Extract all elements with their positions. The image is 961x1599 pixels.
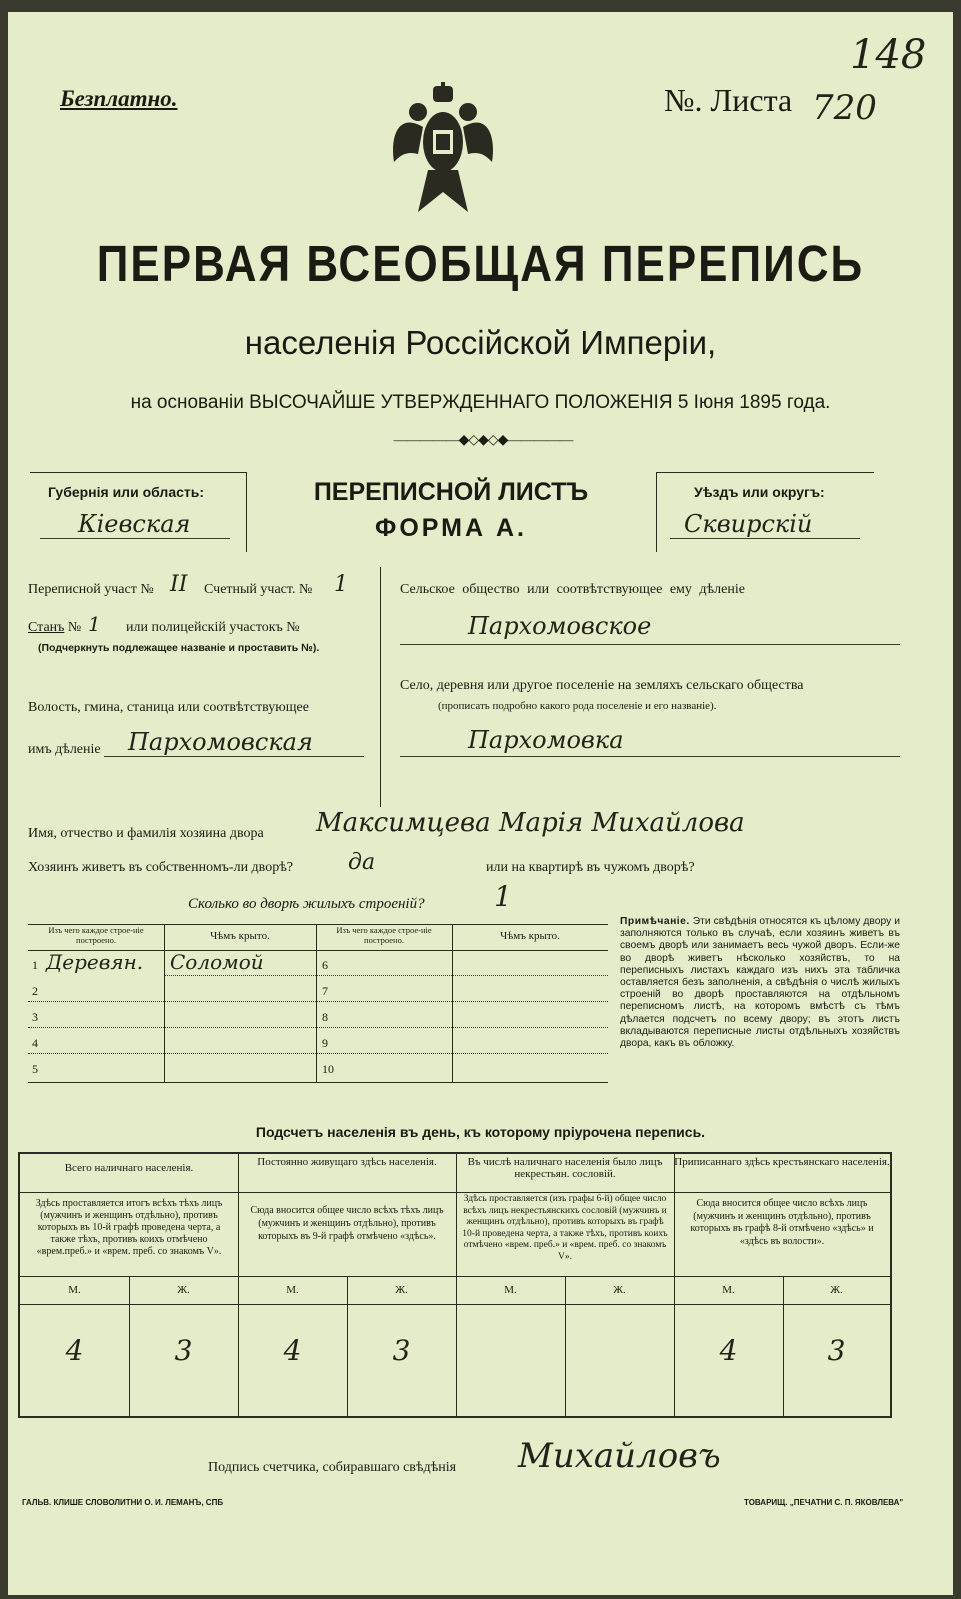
buildings-value: 1 — [494, 880, 512, 913]
roof-header-right: Чѣмъ крыто. — [500, 930, 560, 942]
buildings-right-rows — [316, 950, 608, 1080]
col-non-peasant-m-label: М. — [504, 1284, 517, 1296]
col-total-present-desc: Здѣсь проставляется итогъ всѣхъ тѣхъ лицъ (мужчинъ и женщинъ отдѣльно), противъ которыхъ въ 10-й графѣ проведена черта, а также тѣхъ, противъ коихъ отмѣчено «врем.преб.» и «врем. преб. со знакомъ V». — [35, 1198, 223, 1257]
col-peasant-f-value: 3 — [827, 1334, 846, 1367]
census-title: ПЕРВАЯ ВСЕОБЩАЯ ПЕРЕПИСЬ — [96, 236, 865, 293]
col-non-peasant-head: Въ числѣ наличнаго населенія было лицъ некрестьян. сословій. — [467, 1156, 663, 1180]
sheet-number-value: 720 — [812, 88, 877, 128]
province-label: Губернія или область: — [48, 484, 205, 500]
police-label: или полицейскій участокъ № — [126, 620, 300, 635]
form-title: ПЕРЕПИСНОЙ ЛИСТЪ — [313, 478, 589, 506]
ornament-divider: —————◆◇◆◇◆————— — [393, 433, 573, 448]
table-row: 5 — [32, 1062, 38, 1076]
census-sheet — [8, 12, 953, 1595]
table-row: 3 — [28, 1002, 316, 1028]
table-row: 4 — [28, 1028, 316, 1054]
right-imprint: ТОВАРИЩ. „ПЕЧАТНИ С. П. ЯКОВЛЕВА" — [744, 1498, 904, 1507]
count-area-value: 1 — [334, 572, 348, 597]
village-note: (прописать подробно какого рода поселеніе и его названіе). — [438, 700, 717, 712]
col-permanent-desc: Сюда вносится общее число всѣхъ тѣхъ лицъ (мужчинъ и женщинъ отдѣльно), противъ которыхъ въ 9-й графѣ отмѣчено «здѣсь». — [250, 1205, 444, 1242]
col-permanent-f-value: 3 — [392, 1334, 411, 1367]
col-peasant-head: Приписаннаго здѣсь крестьянскаго населенія. — [674, 1156, 890, 1168]
census-area-label: Переписной участ № — [28, 582, 154, 597]
village-label: Село, деревня или другое поселеніе на земляхъ сельскаго общества — [400, 678, 804, 693]
note-head: Примѣчаніе. — [620, 916, 690, 927]
district-label: Уѣздъ или округъ: — [694, 484, 825, 500]
archive-number: 148 — [850, 32, 927, 78]
note-block — [620, 916, 900, 1050]
col-total-present-f-label: Ж. — [177, 1284, 190, 1296]
note-text: Эти свѣдѣнія относятся къ цѣлому двору и заполняются только въ случаѣ, если хозяинъ живетъ въ своемъ дворѣ или занимаетъ весь чужой дворъ. Если-же во дворѣ живетъ нѣсколько хозяйствъ, то на переписныхъ листахъ каждаго изъ нихъ эта табличка оставляется безъ заполненія, а свѣдѣнія о числѣ жилыхъ строеній во дворѣ проставляются на отдѣльномъ переписномъ листѣ, на которомъ вмѣстѣ съ тѣмъ дѣлается подсчетъ по всему двору; въ этотъ листъ вкладываются переписные листы отдѣльныхъ хозяйствъ двора, какъ въ обложку. — [620, 916, 900, 1050]
buildings-label: Сколько во дворѣ жилыхъ строеній? — [188, 896, 425, 912]
col-total-present-m-value: 4 — [65, 1334, 84, 1367]
underline-note: (Подчеркнуть подлежащее названіе и проставить №). — [38, 642, 320, 654]
volost-label-1: Волость, гмина, станица или соотвѣтствующее — [28, 700, 309, 715]
table-row: 10 — [322, 1062, 334, 1076]
col-permanent-f-label: Ж. — [395, 1284, 408, 1296]
society-label: Сельское общество или соотвѣтствующее ему дѣленіе — [400, 582, 745, 597]
stan-value: 1 — [88, 612, 101, 636]
col-peasant-f-label: Ж. — [830, 1284, 843, 1296]
village-value: Пархомовка — [468, 726, 624, 754]
col-peasant-desc: Сюда вносится общее число всѣхъ лицъ (мужчинъ и женщинъ отдѣльно), противъ которыхъ въ графѣ 8-й отмѣчено «здѣсь» и «здѣсь въ волости». — [690, 1198, 874, 1247]
census-area-value: II — [170, 572, 188, 597]
province-value: Кіевская — [78, 510, 191, 538]
population-title: Подсчетъ населенія въ день, къ которому пріурочена перепись. — [255, 1124, 706, 1140]
signature-label: Подпись счетчика, собиравшаго свѣдѣнія — [208, 1460, 457, 1475]
left-imprint: ГАЛЬВ. КЛИШЕ СЛОВОЛИТНИ О. И. ЛЕМАНЪ, СПБ — [22, 1498, 224, 1507]
free-label: Безплатно. — [60, 86, 178, 111]
col-peasant-m-value: 4 — [719, 1334, 738, 1367]
col-total-present-head: Всего наличнаго населенія. — [64, 1162, 194, 1174]
col-permanent-head: Постоянно живущаго здѣсь населенія. — [257, 1156, 437, 1168]
col-non-peasant-desc: Здѣсь проставляется (изъ графы 6-й) общее число всѣхъ лицъ некрестьянскихъ сословій (мужчинъ и женщинъ отдѣльно), противъ которыхъ въ графѣ 10-й проведена черта, а также тѣхъ, противъ коихъ отмѣчено «врем. преб.» и «врем. преб. со знакомъ V». — [462, 1194, 668, 1262]
volost-label-2: имъ дѣленіе — [28, 742, 101, 757]
stan-label: Станъ № — [28, 620, 82, 635]
col-total-present-m-label: М. — [68, 1284, 81, 1296]
material-header-right: Изъ чего каждое строе-ніе построено. — [336, 925, 432, 945]
table-row: 1 Деревян. Соломой — [28, 950, 316, 976]
count-area-label: Счетный участ. № — [204, 582, 313, 597]
sheet-number-label: №. Листа — [664, 82, 793, 118]
census-basis: на основаніи ВЫСОЧАЙШЕ УТВЕРЖДЕННАГО ПОЛОЖЕНІЯ 5 Іюня 1895 года. — [130, 392, 831, 413]
table-row: 8 — [316, 1002, 608, 1028]
own-yard-value: да — [348, 850, 376, 875]
table-row: 2 — [28, 976, 316, 1002]
table-row: 7 — [316, 976, 608, 1002]
roof-header-left: Чѣмъ крыто. — [210, 930, 270, 942]
census-subtitle: населенія Россійской Имперіи, — [244, 324, 717, 361]
col-total-present-f-value: 3 — [174, 1334, 193, 1367]
volost-value: Пархомовская — [128, 728, 313, 756]
buildings-table — [28, 924, 608, 1084]
own-yard-label: Хозяинъ живетъ въ собственномъ-ли дворѣ? — [28, 860, 294, 875]
buildings-left-rows — [28, 950, 316, 1080]
form-subtitle: ФОРМА А. — [375, 514, 527, 542]
owner-name-value: Максимцева Марія Михайлова — [316, 808, 745, 838]
society-value: Пархомовское — [468, 612, 652, 640]
col-permanent-m-label: М. — [286, 1284, 299, 1296]
signature-value: Михайловъ — [518, 1436, 721, 1476]
rent-yard-label: или на квартирѣ въ чужомъ дворѣ? — [486, 860, 695, 875]
double-headed-eagle-icon — [388, 82, 498, 232]
owner-name-label: Имя, отчество и фамилія хозяина двора — [28, 826, 264, 841]
population-table — [18, 1152, 892, 1418]
col-permanent-m-value: 4 — [283, 1334, 302, 1367]
col-peasant-m-label: М. — [722, 1284, 735, 1296]
col-non-peasant-f-label: Ж. — [613, 1284, 626, 1296]
table-row: 9 — [316, 1028, 608, 1054]
table-row: 6 — [316, 950, 608, 976]
material-header-left: Изъ чего каждое строе-ніе построено. — [48, 925, 144, 945]
district-value: Сквирскій — [684, 510, 813, 538]
